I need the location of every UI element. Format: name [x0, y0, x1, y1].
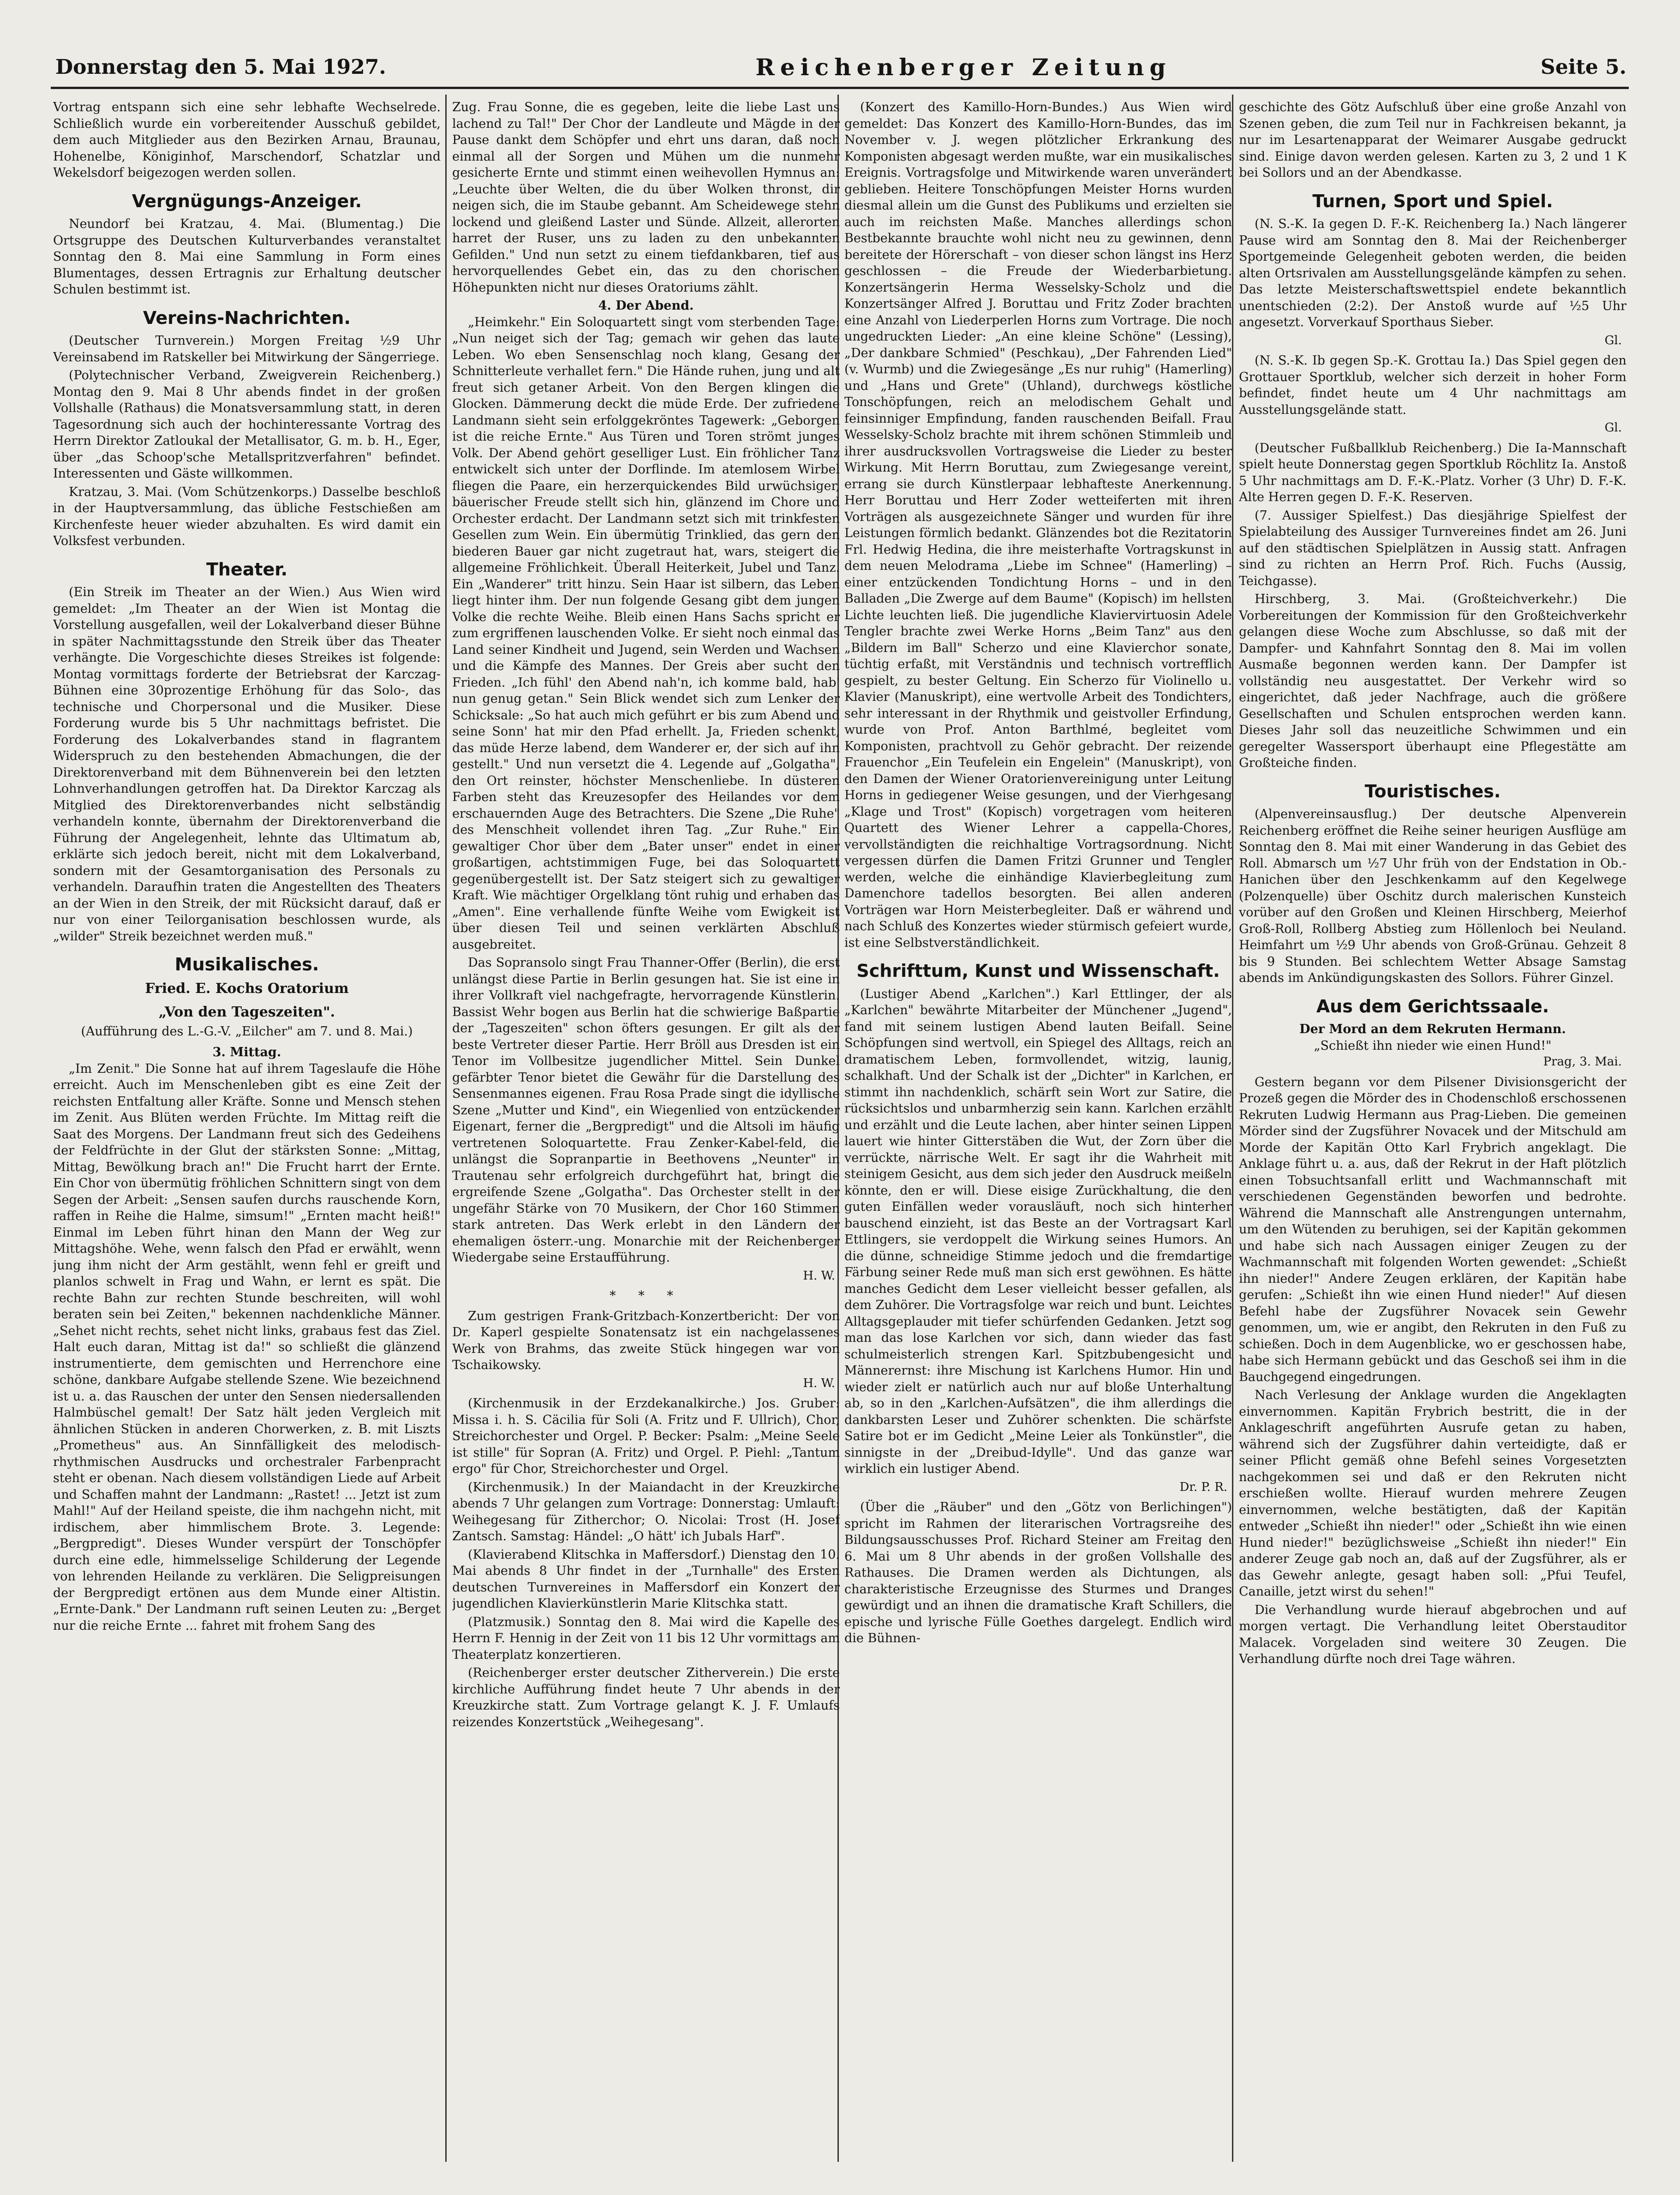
article-title: Fried. E. Kochs Oratorium	[145, 980, 349, 997]
section-heading: Musikalisches.	[174, 954, 319, 975]
movement-title: 4. Der Abend.	[598, 299, 694, 313]
paragraph: „Im Zenit." Die Sonne hat auf ihrem Tageslaufe die Höhe erreicht. Auch im Menschenleben gibt es eine Zeit der reichsten Entfaltung aller Kräfte. Sonne und Mensch stehen im Zenit. Aus Blüten werden Früchte. Im Mittag reift die Saat des Morgens. Der Landmann freut sich des Gedeihens der Feldfrüchte in der Glut der stärksten Sonne: „Mittag, Mittag, Bewölkung brach an!" Die Frucht harrt der Ernte. Ein Chor von übermütig fröhlichen Schnittern singt von dem Segen der Arbeit: „Sensen saufen durchs rauschende Korn, raffen in Reihe die Halme, simsum!" „Ernten macht heiß!" Einmal im Leben führt hinan den Mann der Weg zur Mittagshöhe. Wehe, wenn falsch den Pfad er erwählt, wenn jung ihm nicht der Arm gestählt, wenn fehl er greift und planlos schwelt in Frag und Wahn, er lernt es spät. Die rechte Bahn zur rechten Stunde beschreiten, will wohl beraten sein bei Zeiten," bekennen nachdenkliche Männer. „Sehet nicht rechts, sehet nicht links, grabaus fest das Ziel. Halt euch daran, Mittag ist da!" so schließt die glänzend instrumentierte, dem gemischten und Herrenchore eine schöne, dankbare Aufgabe stellende Szene. Wie bezeichnend ist u. a. das Rauschen der unter den Sensen niedersallenden Halmbüschel gemalt! Der Satz hält jeden Vergleich mit ähnlichen Stücken in anderen Chorwerken, z. B. mit Liszts „Prometheus" aus. An Sinnfälligkeit des melodisch-rhythmischen Ausdrucks und orchestraler Farbenpracht steht er obenan. Nach diesem vollständigen Liede auf Arbeit und Schaffen mahnt der Landmann: „Rastet! ... Jetzt ist zum Mahl!" Auf der Heiland speiste, die ihm nachgehn nicht, mit irdischem, aber himmlischem Brote. 3. Legende: „Bergpredigt". Dieses Wunder verspürt der Tonschöpfer durch eine edle, himmelsselige Schilderung der Legende von lehrenden Heilande zu verklären. Die Seligpreisungen der Bergpredigt ertönen aus dem Munde einer Altistin. „Ernte-Dank." Der Landmann ruft seinen Leuten zu: „Berget nur die reiche Ernte ... fahret mit frohem Sang des	[53, 1061, 441, 1633]
paragraph: (N. S.-K. Ia gegen D. F.-K. Reichenberg Ia.) Nach längerer Pause wird am Sonntag den 8. Mai der Reichenberger Sportgemeinde Gelegenheit geboten werden, die beiden alten Ortsrivalen am Ausstellungsgelände kämpfen zu sehen. Das letzte Meisterschaftswettspiel endete bekanntlich unentschieden (2:2). Der Anstoß wurde auf ½5 Uhr angesetzt. Vorverkauf Sporthaus Sieber.	[1239, 217, 1626, 329]
paragraph: (Polytechnischer Verband, Zweigverein Reichenberg.) Montag den 9. Mai 8 Uhr abends findet in der großen Vollshalle (Rathaus) die Monatsversammlung statt, in deren Tagesordnung sich auch der hochinteressante Vortrag des Herrn Direktor Zatloukal der Metallisator, G. m. b. H., Eger, über „das Schoop'sche Metallspritzverfahren" befindet. Interessenten und Gäste willkommen.	[53, 368, 441, 481]
page-header	[55, 51, 1626, 83]
paragraph: Neundorf bei Kratzau, 4. Mai. (Blumentag.) Die Ortsgruppe des Deutschen Kulturverbandes veranstaltet Sonntag den 8. Mai eine Sammlung in Form eines Blumentages, dessen Ertragnis zur Erhaltung deutscher Schulen bestimmt ist.	[53, 217, 441, 297]
paragraph: (Reichenberger erster deutscher Zitherverein.) Die erste kirchliche Aufführung findet heute 7 Uhr abends in der Kreuzkirche statt. Zum Vortrage gelangt K. J. F. Umlaufs reizendes Konzertstück „Weihegesang".	[452, 1666, 840, 1729]
section-heading: Aus dem Gerichtssaale.	[1316, 996, 1549, 1017]
column-2	[452, 99, 840, 2162]
paragraph: (Kirchenmusik.) In der Maiandacht in der Kreuzkirche abends 7 Uhr gelangen zum Vortrage: Donnerstag: Umlauft: Weihegesang für Zitherchor; O. Nicolai: Trost (H. Josef Zantsch. Samstag: Händel: „O hätt' ich Jubals Harf".	[452, 1480, 840, 1543]
paragraph: „Heimkehr." Ein Soloquartett singt vom sterbenden Tage: „Nun neiget sich der Tag; gemach wir gehen das laute Leben. Wo eben Sensenschlag noch klang, Gesang der Schnitterleute verhallet fern." Die Hände ruhen, jung und alt freut sich getaner Arbeit. Von den Bergen klingen die Glocken. Dämmerung deckt die müde Erde. Der zufriedene Landmann sieht sein erfolggekröntes Tagewerk: „Geborgen ist die reiche Ernte." Aus Türen und Toren strömt junges Volk. Der Abend gehört geselliger Lust. Ein fröhlicher Tanz entwickelt sich unter der Dorflinde. Im atemlosem Wirbel fliegen die Paare, ein herzerquickendes Bild urwüchsiger, bäuerischer Freude stellt sich hin, glänzend im Chore und Orchester erdacht. Der Landmann setzt sich mit trinkfesten Gesellen zum Wein. Ein übermütig Trinklied, das gern den biederen Bauer gar nicht zugetraut hat, wars, steigert die allgemeine Fröhlichkeit. Überall Heiterkeit, Jubel und Tanz. Ein „Wanderer" tritt hinzu. Sein Haar ist silbern, das Leben liegt hinter ihm. Der nun folgende Gesang gibt dem jungen Volke die rechte Weihe. Bleib einen Hans Sachs spricht er zum ergriffenen lauschenden Volke. Er sieht noch einmal das Land seiner Kindheit und Jugend, sein Werden und Wachsen und die Kämpfe des Mannes. Der Greis aber sucht den Frieden. „Ich fühl' den Abend nah'n, ich komme bald, hab' nun genug getan." Sein Blick wendet sich zum Lenker der Schicksale: „So hat auch mich geführt er bis zum Abend und seine Sonn' hat mir den Pfad erhellt. Ja, Frieden schenkt, das müde Herze labend, dem Wanderer er, der sich auf ihn gestellt." Und nun versetzt die 4. Legende auf „Golgatha", den Ort reinster, höchster Menschenliebe. In düsteren Farben steht das Kreuzesopfer des Heilandes vor dem erschauernden Auge des Betrachters. Die Szene „Die Ruhe" des Menschheit vollendet ihren Tag. „Zur Ruhe." Ein gewaltiger Chor über dem „Bater unser" endet in einer großartigen, achtstimmigen Fuge, bei das Soloquartett gegenübergestellt ist. Der Satz steigert sich zu gewaltiger Kraft. Wie mächtiger Orgelklang tönt ruhig und erhaben das „Amen". Eine verhallende fünfte Weihe vom Ewigkeit ist über diesen Teil und seinen verklärten Abschluß ausgebreitet.	[452, 315, 840, 952]
column-3	[844, 99, 1232, 2162]
column-divider	[445, 95, 447, 2162]
paragraph: Kratzau, 3. Mai. (Vom Schützenkorps.) Dasselbe beschloß in der Hauptversammlung, das übliche Festschießen am Kirchenfeste heuer wieder abzuhalten. Es wird damit ein Volksfest verbunden.	[53, 484, 441, 548]
paragraph: (Klavierabend Klitschka in Maffersdorf.) Dienstag den 10. Mai abends 8 Uhr findet in der „Turnhalle" des Ersten deutschen Turnvereines in Maffersdorf ein Konzert der jugendlichen Klavierkünstlerin Marie Klitschka statt.	[452, 1547, 840, 1611]
paragraph: (Deutscher Turnverein.) Morgen Freitag ½9 Uhr Vereinsabend im Ratskeller bei Mitwirkung der Sängerriege.	[53, 334, 441, 365]
dateline: Prag, 3. Mai.	[1543, 1055, 1622, 1069]
paragraph: (Konzert des Kamillo-Horn-Bundes.) Aus Wien wird gemeldet: Das Konzert des Kamillo-Horn-Bundes, das im November v. J. wegen plötzlicher Erkrankung des Komponisten abgesagt werden mußte, war ein musikalisches Ereignis. Vortragsfolge und Mitwirkende waren unverändert geblieben. Heitere Tonschöpfungen Meister Horns wurden diesmal allein um die Gunst des Publikums und erzielten sie auch im reichsten Maße. Manches allerdings schon Bestbekannte brauchte wohl nicht neu zu gewinnen, denn bereitete der Hörerschaft – von dieser schon längst ins Herz geschlossen – die Freude der Wiederbarbietung. Konzertsängerin Herma Wesselsky-Scholz und die Konzertsänger Alfred J. Boruttau und Fritz Zoder brachten eine Anzahl von Liederperlen Horns zum Vortrage. Die noch ungedruckten Lieder: „An eine kleine Schöne" (Lessing), „Der dankbare Schmied" (Peschkau), „Der Fahrenden Lied" (v. Wurmb) und die Zwiegesänge „Es nur ruhig" (Hamerling) und „Hans und Grete" (Uhland), durchwegs köstliche Tonschöpfungen, reich an melodischem Gehalt und feinsinniger Empfindung, fanden rauschenden Beifall. Frau Wesselsky-Scholz brachte mit ihrem schönen Stimmleib und ihrer ausdrucksvollen Vortragsweise die Lieder zu bester Wirkung. Mit Herrn Boruttau, zum Zwiegesange vereint, errang sie durch Künstlerpaar lebhafteste Anerkennung. Herr Boruttau und Herr Zoder wetteiferten mit ihren Vorträgen als ausgezeichnete Sänger und wurden für ihre Leistungen förmlich bedankt. Glänzendes bot die Rezitatorin Frl. Hedwig Hedina, die ihre meisterhafte Vortragskunst in dem neuen Melodrama „Liebe im Schnee" (Hamerling) – einer entzückenden Tondichtung Horns – und in den Balladen „Die Zwerge auf dem Baume" (Kopisch) im hellsten Lichte leuchten ließ. Die jugendliche Klaviervirtuosin Adele Tengler brachte zwei Werke Horns „Beim Tanz" aus den „Bildern im Ball" Scherzo und eine Klavierchor sonate, tüchtig erfaßt, mit Verständnis und technisch vortrefflich gespielt, zu bester Geltung. Ein Scherzo für Violinello u. Klavier (Manuskript), eine wertvolle Arbeit des Tondichters, sehr interessant in der Rhythmik und geistvoller Erfindung, wurde von Prof. Anton Barthlmé, begleitet vom Komponisten, prachtvoll zu Gehör gebracht. Der reizende Frauenchor „Ein Teufelein ein Engelein" (Manuskript), von den Damen der Wiener Oratorienvereinigung unter Leitung Horns in gediegener Weise gesungen, und der Vierhgesang „Klage und Trost" (Kopisch) vorgetragen vom heiteren Quartett des Wiener Lehrer a cappella-Chores, vervollständigten die reichhaltige Vortragsordnung. Nicht vergessen dürfen die Damen Fritzi Grunner und Tengler werden, welche die einhändige Klavierbegleitung zum Damenchore tadellos besorgten. Bei allen anderen Vorträgen war Horn Meisterbegleiter. Daß er während und nach Schluß des Konzertes wieder stürmisch gefeiert wurde, ist eine Selbstverständlichkeit.	[844, 100, 1232, 950]
section-heading: Touristisches.	[1364, 781, 1501, 801]
article-title: Der Mord an dem Rekruten Hermann.	[1299, 1022, 1566, 1036]
paragraph: Zum gestrigen Frank-Gritzbach-Konzertbericht: Der von Dr. Kaperl gespielte Sonatensatz ist ein nachgelassenes Werk von Brahms, das zweite Stück hingegen war von Tschaikowsky.	[452, 1309, 840, 1372]
article-subtitle: (Aufführung des L.-G.-V. „Eilcher" am 7. und 8. Mai.)	[81, 1024, 413, 1039]
section-heading: Theater.	[206, 559, 288, 580]
author-signature: Dr. P. R.	[1179, 1480, 1227, 1494]
section-heading: Vereins-Nachrichten.	[143, 307, 351, 328]
author-signature: H. W.	[803, 1376, 835, 1390]
section-heading: Turnen, Sport und Spiel.	[1312, 191, 1553, 211]
column-1	[53, 99, 441, 2162]
article-subtitle: „Schießt ihn nieder wie einen Hund!"	[1314, 1038, 1552, 1053]
paragraph: Das Sopransolo singt Frau Thanner-Offer (Berlin), die erst unlängst diese Partie in Berlin gesungen hat. Sie ist eine in ihrer Vollkraft viel nachgefragte, hervorragende Künstlerin. Bassist Wehr bogen aus Berlin hat die schwierige Baßpartie der „Tageszeiten" schon öfters gesungen. Er gilt als der beste Vertreter dieser Partie. Herr Bröll aus Dresden ist ein Tenor im Vollbesitze jugendlicher Mittel. Sein Dunkel gefärbter Tenor bietet die Gewähr für die Darstellung des Sensenmannes eigenen. Frau Rosa Prade singt die idyllische Szene „Mutter und Kind", ein Wiegenlied von entzückender Eigenart, ferner die „Bergpredigt" und die Altsoli im häufig vertretenen Soloquartette. Frau Zenker-Kabel-feld, die unlängst die Sopranpartie in Beethovens „Neunter" in Trautenau sehr erfolgreich durchgeführt hat, bringt die ergreifende Szene „Golgatha". Das Orchester stellt in der ungefähr Stärke von 70 Musikern, der Chor 160 Stimmen stark antreten. Das Werk erlebt in den Ländern der ehemaligen österr.-ung. Monarchie mit der Reichenberger Wiedergabe seine Erstaufführung.	[452, 956, 840, 1265]
paragraph: (N. S.-K. Ib gegen Sp.-K. Grottau Ia.) Das Spiel gegen den Grottauer Sportklub, welcher sich derzeit in hoher Form befindet, findet heute um 4 Uhr nachmittags am Ausstellungsgelände statt.	[1239, 353, 1626, 417]
paragraph: Vortrag entspann sich eine sehr lebhafte Wechselrede. Schließlich wurde ein vorbereitender Ausschuß gebildet, dem auch Mitglieder aus den Bezirken Arnau, Braunau, Hohenelbe, Königinhof, Marschendorf, Schatzlar und Wekelsdorf beigezogen werden sollen.	[53, 100, 441, 180]
paragraph: (7. Aussiger Spielfest.) Das diesjährige Spielfest der Spielabteilung des Aussiger Turnvereines findet am 26. Juni auf den städtischen Spielplätzen in Aussig statt. Anfragen sind zu richten an Herrn Prof. Rich. Fuchs (Aussig, Teichgasse).	[1239, 508, 1626, 588]
section-heading: Schrifttum, Kunst und Wissenschaft.	[856, 961, 1220, 981]
paragraph: Gestern begann vor dem Pilsener Divisionsgericht der Prozeß gegen die Mörder des in Chodenschloß erschossenen Rekruten Ludwig Hermann aus Prag-Lieben. Die gemeinen Mörder sind der Zugsführer Novacek und der Mitschuld am Morde der Kapitän Otto Karl Frybrich angeklagt. Die Anklage führt u. a. aus, daß der Rekrut in der Haft plötzlich einen Tobsuchtsanfall erlitt und Wachmannschaft mit verschiedenen Gegenständen beworfen und bedrohte. Während die Mannschaft alle Anstrengungen unternahm, um den Wütenden zu beruhigen, sei der Kapitän gekommen und habe sich nach Aussagen einiger Zeugen zu der Wachmannschaft mit folgenden Worten gewendet: „Schießt ihn nieder!" Andere Zeugen erklären, der Kapitän habe gerufen: „Schießt ihn wie einen Hund nieder!" Auf diesen Befehl habe der Zugsführer Novacek sein Gewehr genommen, um, wie er angibt, den Rekruten in den Fuß zu schießen. Doch in dem Augenblicke, wo er geschossen habe, habe sich Hermann gebückt und das Geschoß sei ihm in die Bauchgegend eingedrungen.	[1239, 1075, 1626, 1384]
separator: * * *	[610, 1289, 682, 1303]
header-rule	[51, 87, 1629, 89]
masthead: Reichenberger Zeitung	[755, 53, 1172, 81]
author-signature: Gl.	[1604, 421, 1622, 435]
page-number: Seite 5.	[1540, 55, 1626, 79]
paragraph: (Alpenvereinsausflug.) Der deutsche Alpenverein Reichenberg eröffnet die Reihe seiner heurigen Ausflüge am Sonntag den 8. Mai mit einer Wanderung in das Gebiet des Roll. Abmarsch um ½7 Uhr früh von der Endstation in Ob.-Hanichen über den Jeschkenkamm auf den Kegelwege (Polzenquelle) über Oschitz durch malerischen Kunsteich vorüber auf den Großen und Kleinen Hirschberg, Meierhof Groß-Roll, Rollberg Abstieg zum Höllenloch bei Neuland. Heimfahrt um ½9 Uhr abends von Groß-Grünau. Gehzeit 8 bis 9 Stunden. Bei schlechtem Wetter Absage Samstag abends im Ankündigungskasten des Sollors. Führer Ginzel.	[1239, 807, 1626, 985]
column-4	[1239, 99, 1626, 2162]
movement-title: 3. Mittag.	[212, 1045, 281, 1059]
section-heading: Vergnügungs-Anzeiger.	[132, 191, 362, 211]
header-date: Donnerstag den 5. Mai 1927.	[55, 55, 386, 79]
author-signature: H. W.	[803, 1268, 835, 1283]
paragraph: (Platzmusik.) Sonntag den 8. Mai wird die Kapelle des Herrn F. Hennig in der Zeit von 11 bis 12 Uhr vormittags am Theaterplatz konzertieren.	[452, 1615, 840, 1662]
paragraph: (Kirchenmusik in der Erzdekanalkirche.) Jos. Gruber: Missa i. h. S. Cäcilia für Soli (A. Fritz und F. Ullrich), Chor, Streichorchester und Orgel. P. Becker: Psalm: „Meine Seele ist stille" für Sopran (A. Fritz) und Orgel. P. Piehl: „Tantum ergo" für Chor, Streichorchester und Orgel.	[452, 1396, 840, 1476]
paragraph: Zug. Frau Sonne, die es gegeben, leite die liebe Last uns lachend zu Tal!" Der Chor der Landleute und Mägde in der Pause dankt dem Schöpfer und ehrt uns daran, daß noch einmal all der Sorgen und Mühen um die nunmehr gesicherte Ernte und stimmt einen weihevollen Hymnus an: „Leuchte über Welten, die du über Wolken thronst, dir neigen sich, die im Staube gebannt. Am Scheidewege stehn lockend und gleißend Laster und Sünde. Allzeit, allerorten harret der Ruser, uns zu laden zu den unbekannten Gefilden." Und nun setzt zu einem tiefdankbaren, tief aus hervorquellendes Gebet ein, das zu den chorischen Höhepunkten nicht nur dieses Oratoriums zählt.	[452, 100, 840, 295]
paragraph: (Über die „Räuber" und den „Götz von Berlichingen") spricht im Rahmen der literarischen Vortragsreihe des Bildungsausschusses Prof. Richard Steiner am Freitag den 6. Mai um 8 Uhr abends in der großen Vollshalle des Rathauses. Die Dramen werden als Dichtungen, als charakteristische Erzeugnisse des Sturmes und Dranges gewürdigt und an ihnen die dramatische Kraft Schillers, die epische und lyrische Fülle Goethes dargelegt. Endlich wird die Bühnen-	[844, 1500, 1232, 1645]
paragraph: geschichte des Götz Aufschluß über eine große Anzahl von Szenen geben, die zum Teil nur in Fachkreisen bekannt, ja nur im Lesartenapparat der Weimarer Ausgabe gedruckt sind. Einige davon werden gelesen. Karten zu 3, 2 und 1 K bei Sollors und an der Abendkasse.	[1239, 100, 1626, 180]
paragraph: (Deutscher Fußballklub Reichenberg.) Die Ia-Mannschaft spielt heute Donnerstag gegen Sportklub Röchlitz Ia. Anstoß 5 Uhr nachmittags am D. F.-K.-Platz. Vorher (3 Uhr) D. F.-K. Alte Herren gegen D. F.-K. Reserven.	[1239, 441, 1626, 504]
paragraph: Nach Verlesung der Anklage wurden die Angeklagten einvernommen. Kapitän Frybrich bestritt, die in der Anklageschrift angeführten Ausrufe getan zu haben, während sich der Zugsführer dahin verteidigte, daß er seiner Pflicht gemäß ohne Befehl seines Vorgesetzten nachgekommen sei und daß er den Rekruten nicht erschießen wollte. Hierauf wurden mehrere Zeugen einvernommen, welche bestätigten, daß der Kapitän entweder „Schießt ihn nieder!" oder „Schießt ihn wie einen Hund nieder!" bezüglichsweise „Schießt ihn nieder!" Ein anderer Zeuge gab noch an, daß auf der Zugsführer, als er das Gewehr anlegte, gesagt haben soll: „Pfui Teufel, Canaille, jetzt wirst du sehen!"	[1239, 1388, 1626, 1599]
paragraph: (Ein Streik im Theater an der Wien.) Aus Wien wird gemeldet: „Im Theater an der Wien ist Montag die Vorstellung ausgefallen, weil der Lokalverband dieser Bühne in später Nachmittagsstunde den Streik über das Theater verhängte. Die Vorgeschichte dieses Streikes ist folgende: Montag vormittags forderte der Betriebsrat der Karczag-Bühnen eine 30prozentige Erhöhung für das Solo-, das technische und Chorpersonal und die Musiker. Diese Forderung wurde bis 5 Uhr nachmittags befristet. Die Forderung des Lokalverbandes stand in flagrantem Widerspruch zu den bestehenden Abmachungen, die der Direktorenverband mit dem Bühnenverein bei den letzten Lohnverhandlungen getroffen hat. Da Direktor Karczag als Mitglied des Direktorenverbandes nicht selbständig verhandeln konnte, übernahm der Direktorenverband die Führung der Angelegenheit, lehnte das Ultimatum ab, erklärte sich jedoch bereit, nicht mit dem Lokalverband, sondern mit der Gesamtorganisation des Personals zu verhandeln. Daraufhin traten die Angestellten des Theaters an der Wien in den Streik, der mit Rücksicht darauf, daß er nur von einer Teilorganisation beschlossen wurde, als „wilder" Streik bezeichnet werden muß."	[53, 585, 441, 944]
paragraph: Die Verhandlung wurde hierauf abgebrochen und auf morgen vertagt. Die Verhandlung leitet Oberstauditor Malacek. Vorgeladen sind weitere 30 Zeugen. Die Verhandlung dürfte noch drei Tage währen.	[1239, 1603, 1626, 1666]
author-signature: Gl.	[1604, 333, 1622, 347]
column-divider	[1232, 95, 1233, 2162]
paragraph: (Lustiger Abend „Karlchen".) Karl Ettlinger, der als „Karlchen" bewährte Mitarbeiter der Münchener „Jugend", fand mit seinem lustigen Abend lauten Beifall. Seine Schöpfungen sind wertvoll, ein Spiegel des Alltags, reich an dramatischem Leben, formvollendet, witzig, launig, schalkhaft. Und der Schalk ist der „Dichter" in Karlchen, er stimmt ihn nachdenklich, schärft sein Wort zur Satire, die rücksichtslos und unbarmherzig sein kann. Karlchen erzählt und erzählt und die Leute lachen, aber hinter seinen Lippen lauert wie hinter Gitterstäben die Wut, der Zorn über die verrückte, närrische Welt. Er sagt ihr die Wahrheit mit steinigem Gesicht, aus dem sich jeder den Ausdruck meißeln könnte, den er will. Diese eisige Zurückhaltung, die den guten Einfällen weder vorausläuft, noch sich hinterher bauschend einzieht, ist das Beste an der Vortragsart Karl Ettlingers, sie verdoppelt die Wirkung seines Humors. An die dünne, schneidige Stimme jedoch und die fremdartige Färbung seiner Rede muß man sich erst gewöhnen. Es hätte manches Gedicht dem Leser vielleicht besser gefallen, als dem Zuhörer. Die Vortragsfolge war reich und bunt. Leichtes Alltagsgeplauder mit tiefer schürfenden Gedanken. Jetzt sog man das lose Karlchen vor sich, dann wieder das fast schulmeisterlich strengen Karl. Spitzbubengesicht und Männerernst: ihre Mischung ist Karlchens Humor. Hin und wieder zielt er natürlich auch nur auf bloße Unterhaltung ab, so in den „Karlchen-Aufsätzen", die ihm allerdings die dankbarsten Leser und Zuhörer schenkten. Die schärfste Satire bot er im Gedicht „Meine Leier als Tonkünstler", die sinnigste in der „Dreibud-Idylle". Und das ganze war wirklich ein lustiger Abend.	[844, 987, 1232, 1476]
article-title: „Von den Tageszeiten".	[158, 1004, 335, 1020]
paragraph: Hirschberg, 3. Mai. (Großteichverkehr.) Die Vorbereitungen der Kommission für den Großteichverkehr gelangen diese Woche zum Abschlusse, so daß mit der Dampfer- und Kahnfahrt Sonntag den 8. Mai im vollen Ausmaße begonnen werden kann. Der Dampfer ist vollständig neu ausgestattet. Der Verkehr wird so eingerichtet, daß jeder Nachfrage, auch die größere Gesellschaften und Schulen entsprochen werden kann. Dieses Jahr soll das neuzeitliche Schwimmen und ein geregelter Wassersport überhaupt eine Pflegestätte am Großteiche finden.	[1239, 592, 1626, 770]
